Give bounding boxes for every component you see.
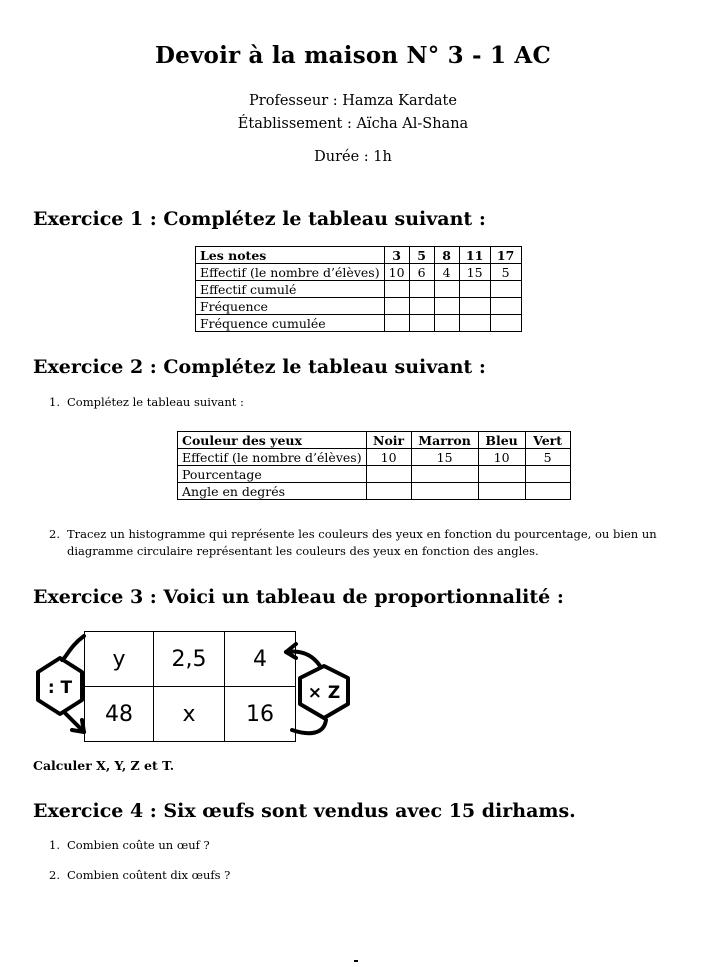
table-row [178, 466, 571, 483]
table-cell: Effectif cumulé [196, 281, 385, 298]
table-cell[interactable]: x [154, 687, 225, 742]
list-text: diagramme circulaire représentant les couleurs des yeux en fonction des angles. [67, 544, 539, 558]
table-cell: 48 [85, 687, 154, 742]
list-item [49, 837, 689, 853]
list-item [49, 394, 689, 410]
ex2-table-wrap [177, 431, 571, 500]
table-cell: 4 [434, 264, 459, 281]
table-cell[interactable] [459, 298, 490, 315]
table-cell: Bleu [478, 432, 525, 449]
ex1-table-wrap [195, 246, 522, 332]
table-cell: Noir [366, 432, 411, 449]
page-title: Devoir à la maison N° 3 - 1 AC [155, 42, 551, 69]
table-cell: Marron [411, 432, 478, 449]
duration-line: Durée : 1h [314, 149, 392, 165]
table-cell[interactable] [490, 298, 521, 315]
list-number: 1. [49, 395, 60, 409]
table-cell[interactable] [525, 466, 570, 483]
table-cell[interactable] [434, 298, 459, 315]
table-cell: 4 [225, 632, 296, 687]
list-text: Complétez le tableau suivant : [67, 395, 244, 409]
table-cell[interactable] [384, 315, 409, 332]
arrow-right-bottom-icon [292, 720, 326, 733]
table-cell[interactable] [525, 483, 570, 500]
table-cell[interactable] [384, 281, 409, 298]
ex1-heading: Exercice 1 : Complétez le tableau suivant : [33, 208, 486, 230]
table-cell: Effectif (le nombre d’élèves) [178, 449, 367, 466]
ex2-header-row [178, 432, 571, 449]
table-cell: 11 [459, 247, 490, 264]
table-cell: Pourcentage [178, 466, 367, 483]
table-cell: Les notes [196, 247, 385, 264]
ex1-header-row [196, 247, 522, 264]
list-item [49, 526, 699, 560]
table-cell: 10 [366, 449, 411, 466]
table-cell: Fréquence [196, 298, 385, 315]
table-cell: 5 [525, 449, 570, 466]
ex1-table [195, 246, 522, 332]
ex4-heading: Exercice 4 : Six œufs sont vendus avec 15 dirhams. [33, 800, 576, 822]
proportion-arrows [0, 620, 380, 750]
table-cell: 10 [384, 264, 409, 281]
table-row [196, 315, 522, 332]
table-row [178, 449, 571, 466]
list-text: Combien coûtent dix œufs ? [67, 868, 231, 882]
table-cell[interactable] [434, 281, 459, 298]
ex3-heading: Exercice 3 : Voici un tableau de proportionnalité : [33, 586, 564, 608]
table-row [196, 298, 522, 315]
table-cell[interactable] [478, 483, 525, 500]
table-cell[interactable] [366, 483, 411, 500]
page-mark [354, 960, 358, 962]
operator-left-label: : T [47, 678, 73, 698]
table-cell[interactable] [490, 281, 521, 298]
table-cell[interactable] [409, 315, 434, 332]
table-cell[interactable] [409, 281, 434, 298]
table-cell[interactable] [411, 466, 478, 483]
table-cell: Angle en degrés [178, 483, 367, 500]
table-cell: Effectif (le nombre d’élèves) [196, 264, 385, 281]
school-line: Établissement : Aïcha Al-Shana [237, 116, 469, 132]
operator-right-label: × Z [307, 683, 341, 703]
table-cell[interactable]: y [85, 632, 154, 687]
table-cell[interactable] [459, 315, 490, 332]
ex2-heading: Exercice 2 : Complétez le tableau suivant : [33, 356, 486, 378]
table-cell[interactable] [384, 298, 409, 315]
table-cell[interactable] [434, 315, 459, 332]
list-number: 2. [49, 527, 60, 541]
ex3-instruction: Calculer X, Y, Z et T. [33, 758, 175, 773]
table-cell: 3 [384, 247, 409, 264]
table-cell[interactable] [478, 466, 525, 483]
table-row [196, 281, 522, 298]
arrow-left-top-icon [62, 636, 84, 660]
table-cell[interactable] [490, 315, 521, 332]
table-cell: Couleur des yeux [178, 432, 367, 449]
table-row [196, 264, 522, 281]
list-item [49, 867, 689, 883]
table-cell: 6 [409, 264, 434, 281]
table-cell: 15 [411, 449, 478, 466]
table-cell[interactable] [459, 281, 490, 298]
list-text: Tracez un histogramme qui représente les couleurs des yeux en fonction du pourcentage, ou bien un [67, 527, 657, 541]
table-cell: Fréquence cumulée [196, 315, 385, 332]
table-cell: 17 [490, 247, 521, 264]
list-number: 2. [49, 868, 60, 882]
table-cell[interactable] [411, 483, 478, 500]
table-cell: 10 [478, 449, 525, 466]
table-cell: 16 [225, 687, 296, 742]
table-cell: 5 [409, 247, 434, 264]
list-number: 1. [49, 838, 60, 852]
table-cell: 2,5 [154, 632, 225, 687]
ex2-table [177, 431, 571, 500]
table-cell: 15 [459, 264, 490, 281]
table-cell[interactable] [409, 298, 434, 315]
table-cell: 8 [434, 247, 459, 264]
table-cell[interactable] [366, 466, 411, 483]
table-cell: Vert [525, 432, 570, 449]
professor-line: Professeur : Hamza Kardate [249, 93, 457, 109]
table-row [178, 483, 571, 500]
list-text: Combien coûte un œuf ? [67, 838, 210, 852]
table-cell: 5 [490, 264, 521, 281]
